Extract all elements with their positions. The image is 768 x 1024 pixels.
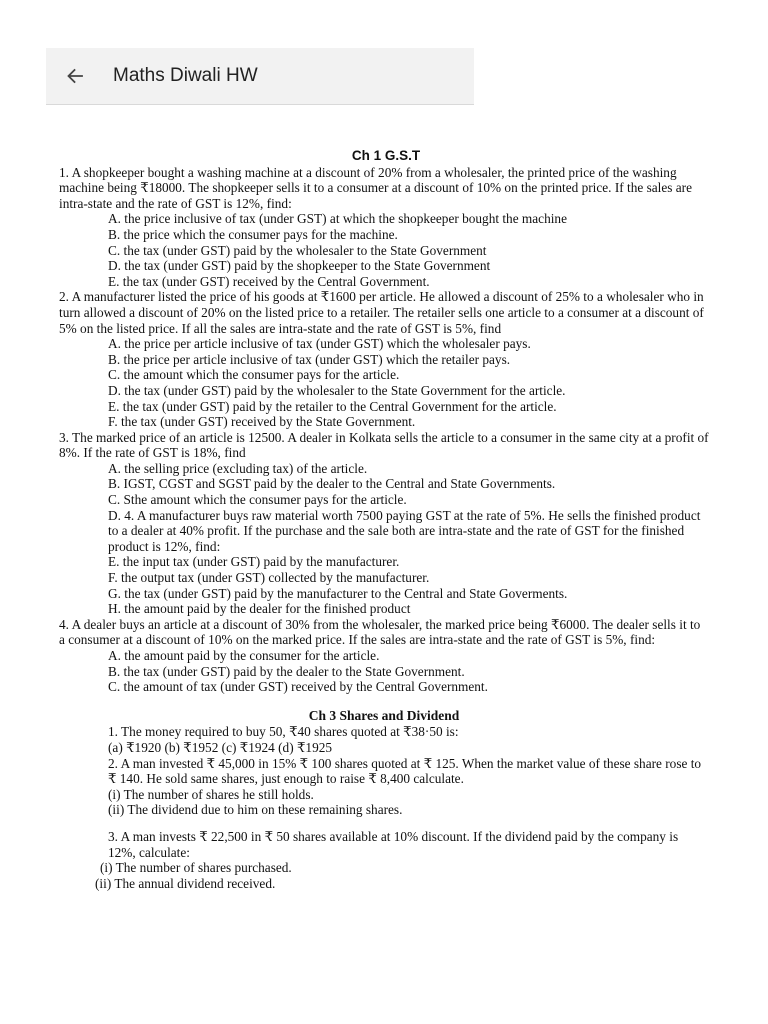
- option: B. the price per article inclusive of tax (under GST) which the retailer pays.: [108, 351, 511, 367]
- option: C. the amount which the consumer pays for the article.: [108, 367, 400, 383]
- question-1-options: [59, 211, 709, 289]
- share-question-3-part: (i) The number of shares purchased.: [100, 860, 292, 876]
- option: F. the output tax (under GST) collected by the manufacturer.: [108, 570, 430, 586]
- chapter-3-questions: [59, 724, 709, 860]
- chapter-1-title: Ch 1 G.S.T: [351, 148, 421, 163]
- option: A. the price per article inclusive of tax (under GST) which the wholesaler pays.: [108, 336, 531, 352]
- option: B. the price which the consumer pays for the machine.: [108, 226, 398, 242]
- option: D. the tax (under GST) paid by the shopkeeper to the State Government: [108, 258, 491, 274]
- question-1: 1. A shopkeeper bought a washing machine at a discount of 20% from a wholesaler, the printed price of the washing machine being ₹18000. The shopkeeper sells it to a consumer at a discount of 10% on the printed price. If the sales are intra-state and the rate of GST is 12%, find:: [59, 164, 692, 211]
- share-question-3: 3. A man invests ₹ 22,500 in ₹ 50 shares available at 10% discount. If the dividend paid by the company is 12%, calculate:: [108, 828, 679, 860]
- question-2-options: [59, 336, 709, 430]
- share-question-1: 1. The money required to buy 50, ₹40 shares quoted at ₹38·50 is:: [108, 724, 459, 740]
- question-3-options: [59, 461, 709, 617]
- option: E. the input tax (under GST) paid by the manufacturer.: [108, 554, 400, 570]
- arrow-left-icon: [65, 66, 85, 86]
- share-question-2-part: (i) The number of shares he still holds.: [108, 786, 314, 802]
- option: A. the selling price (excluding tax) of the article.: [108, 460, 368, 476]
- option: A. the amount paid by the consumer for the article.: [108, 648, 380, 663]
- option: A. the price inclusive of tax (under GST) at which the shopkeeper bought the machine: [108, 211, 567, 227]
- option: D. 4. A manufacturer buys raw material worth 7500 paying GST at the rate of 5%. He sells the finished product to a dealer at 40% profit. If the purchase and the sale both are intra-state and the rate of GST for the finished product is 12%, find:: [108, 507, 701, 554]
- question-4-options: [59, 648, 709, 695]
- option: C. the amount of tax (under GST) received by the Central Government.: [108, 679, 488, 695]
- option: E. the tax (under GST) received by the Central Government.: [108, 273, 430, 289]
- share-question-3-part: (ii) The annual dividend received.: [95, 875, 276, 891]
- question-4: 4. A dealer buys an article at a discount of 30% from the wholesaler, the marked price being ₹6000. The dealer sells it to a consumer at a discount of 10% on the marked price. If the sales are intra-state and the rate of GST is 5%, find:: [59, 616, 701, 648]
- back-button[interactable]: [63, 64, 87, 88]
- option: B. the tax (under GST) paid by the dealer to the State Government.: [108, 663, 465, 679]
- page-title: Maths Diwali HW: [113, 65, 258, 86]
- option: D. the tax (under GST) paid by the wholesaler to the State Government for the article.: [108, 382, 566, 398]
- app-bar: [46, 48, 474, 105]
- option: B. IGST, CGST and SGST paid by the dealer to the Central and State Governments.: [108, 476, 556, 492]
- chapter-3-title: Ch 3 Shares and Dividend: [308, 707, 460, 723]
- option: C. Sthe amount which the consumer pays for the article.: [108, 492, 407, 508]
- option: G. the tax (under GST) paid by the manufacturer to the Central and State Goverments.: [108, 585, 568, 601]
- option: C. the tax (under GST) paid by the wholesaler to the State Government: [108, 242, 487, 258]
- share-question-2: 2. A man invested ₹ 45,000 in 15% ₹ 100 shares quoted at ₹ 125. When the market value of these share rose to ₹ 140. He sold same shares, just enough to raise ₹ 8,400 calculate.: [108, 755, 702, 787]
- share-question-2-part: (ii) The dividend due to him on these remaining shares.: [108, 802, 403, 818]
- option: F. the tax (under GST) received by the State Government.: [108, 414, 416, 430]
- share-question-1-choices: (a) ₹1920 (b) ₹1952 (c) ₹1924 (d) ₹1925: [108, 739, 333, 755]
- option: H. the amount paid by the dealer for the finished product: [108, 601, 411, 617]
- document-content: [59, 148, 709, 891]
- option: E. the tax (under GST) paid by the retailer to the Central Government for the article.: [108, 398, 557, 414]
- question-2: 2. A manufacturer listed the price of his goods at ₹1600 per article. He allowed a discount of 25% to a wholesaler who in turn allowed a discount of 20% on the listed price to a retailer. The retailer sells one article to a consumer at a discount of 5% on the listed price. If all the sales are intra-state and the rate of GST is 5%, find: [59, 289, 704, 336]
- question-3: 3. The marked price of an article is 12500. A dealer in Kolkata sells the article to a consumer in the same city at a profit of 8%. If the rate of GST is 18%, find: [59, 429, 709, 461]
